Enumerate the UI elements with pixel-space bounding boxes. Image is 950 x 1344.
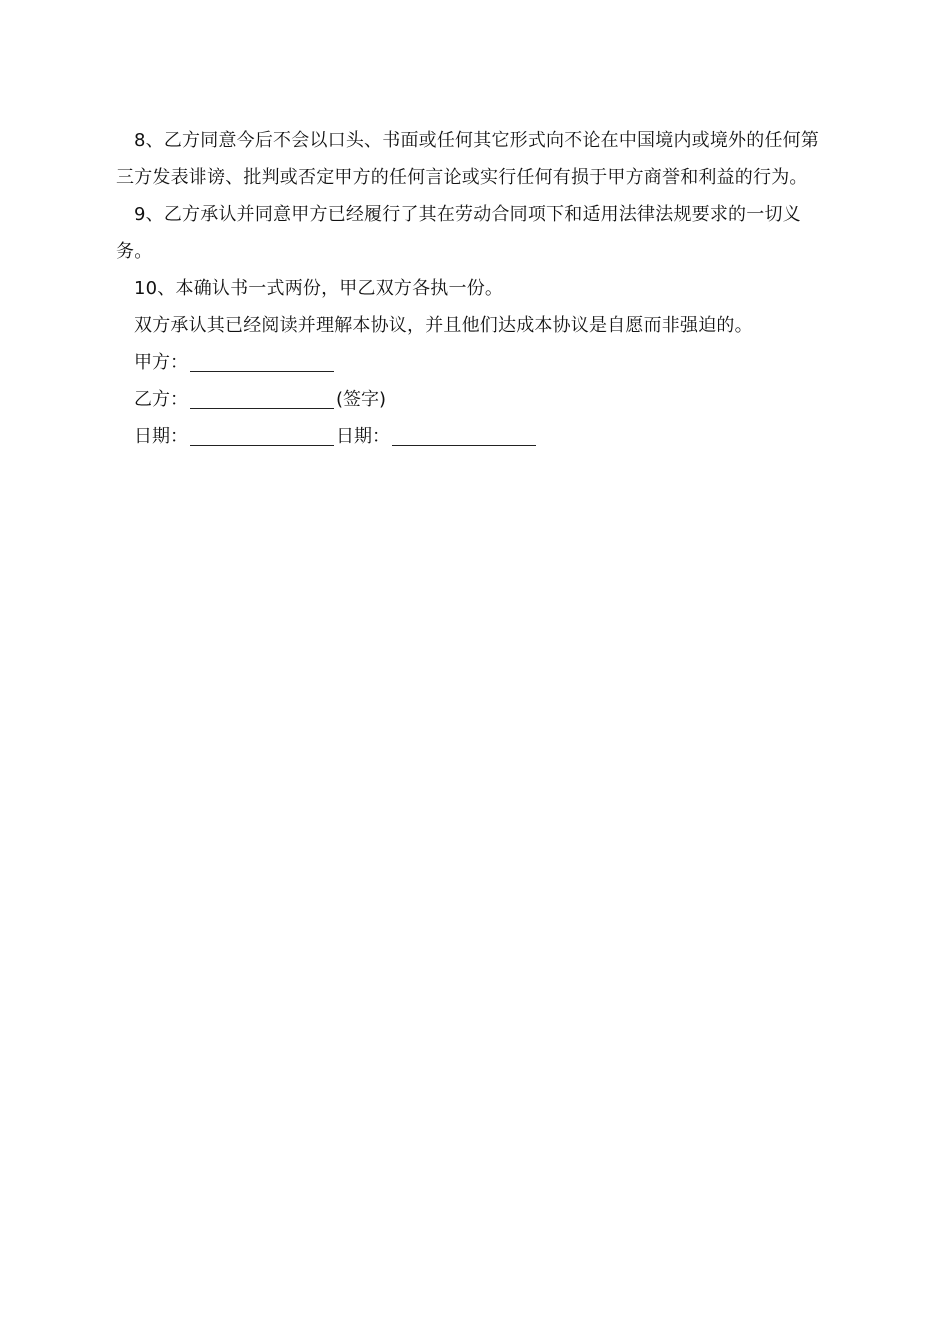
document-body xyxy=(116,122,836,455)
date-label-1: 日期： xyxy=(134,426,188,447)
date-blank-2 xyxy=(392,423,536,446)
sign-note: (签字) xyxy=(336,389,387,410)
date-blank-1 xyxy=(190,423,334,446)
date-label-2: 日期： xyxy=(336,426,390,447)
party-a-blank xyxy=(190,349,334,372)
clause-10: 10、本确认书一式两份，甲乙双方各执一份。 xyxy=(134,278,504,299)
party-a-signature-line xyxy=(116,344,836,381)
clause-8: 8、乙方同意今后不会以口头、书面或任何其它形式向不论在中国境内或境外的任何第三方发表诽谤、批判或否定甲方的任何言论或实行任何有损于甲方商誉和利益的行为。 xyxy=(116,130,820,188)
clause-9: 9、乙方承认并同意甲方已经履行了其在劳动合同项下和适用法律法规要求的一切义务。 xyxy=(116,204,801,262)
acknowledgement-paragraph: 双方承认其已经阅读并理解本协议，并且他们达成本协议是自愿而非强迫的。 xyxy=(134,315,753,336)
party-b-blank xyxy=(190,386,334,409)
party-b-signature-line xyxy=(116,381,836,418)
date-line xyxy=(116,418,836,455)
party-b-label: 乙方： xyxy=(134,389,188,410)
party-a-label: 甲方： xyxy=(134,352,188,373)
